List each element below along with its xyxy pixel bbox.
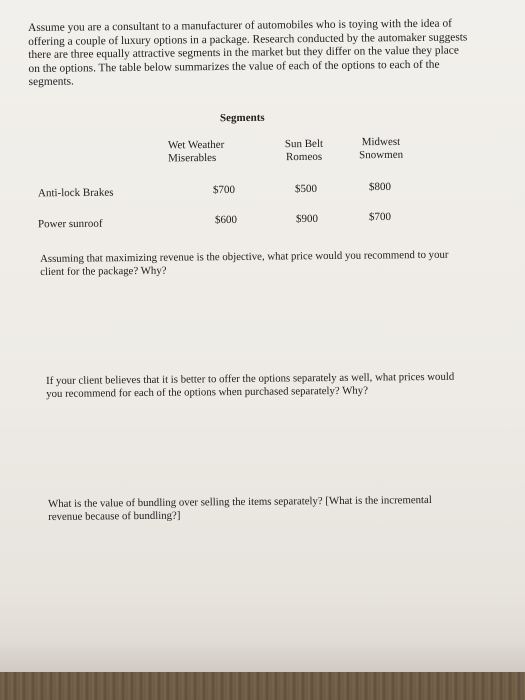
question-package-price: Assuming that maximizing revenue is the objective, what price would you recommend to your client for the package? Why?: [40, 248, 449, 278]
column-header-line: Miserables: [168, 151, 217, 165]
column-header-line: Romeos: [285, 150, 323, 164]
row-label-anti-lock-brakes: Anti-lock Brakes: [37, 186, 114, 200]
cell-value: $700: [368, 210, 392, 224]
question-bundling-value: What is the value of bundling over selling the items separately? [What is the incremental revenue because of bundling?]: [48, 493, 432, 523]
column-header-midwest: [346, 136, 416, 163]
cell-value: $700: [212, 183, 236, 197]
column-header-sun-belt: [272, 138, 336, 165]
intro-paragraph: Assume you are a consultant to a manufacturer of automobiles who is toying with the idea of offering a couple of luxury options in a package. Research conducted by the automaker suggests there are three equally attractive segments in the market but they differ on the value they place on the options. The table below summarizes the value of each of the options to each of the segments.: [28, 17, 468, 89]
column-header-line: Midwest: [361, 135, 401, 149]
column-header-wet-weather: [168, 139, 248, 166]
column-header-line: Snowmen: [359, 148, 404, 162]
cell-value: $800: [368, 180, 392, 194]
question-separate-prices: If your client believes that it is better to offer the options separately as well, what prices would you recommend for each of the options when purchased separately? Why?: [46, 370, 455, 400]
column-header-line: Sun Belt: [284, 137, 324, 151]
cell-value: $600: [214, 213, 238, 227]
segments-heading: Segments: [219, 111, 265, 125]
cell-value: $500: [294, 182, 318, 196]
row-label-power-sunroof: Power sunroof: [37, 217, 103, 231]
cell-value: $900: [295, 212, 319, 226]
column-header-line: Wet Weather: [167, 138, 225, 152]
background-floor: [0, 672, 525, 700]
